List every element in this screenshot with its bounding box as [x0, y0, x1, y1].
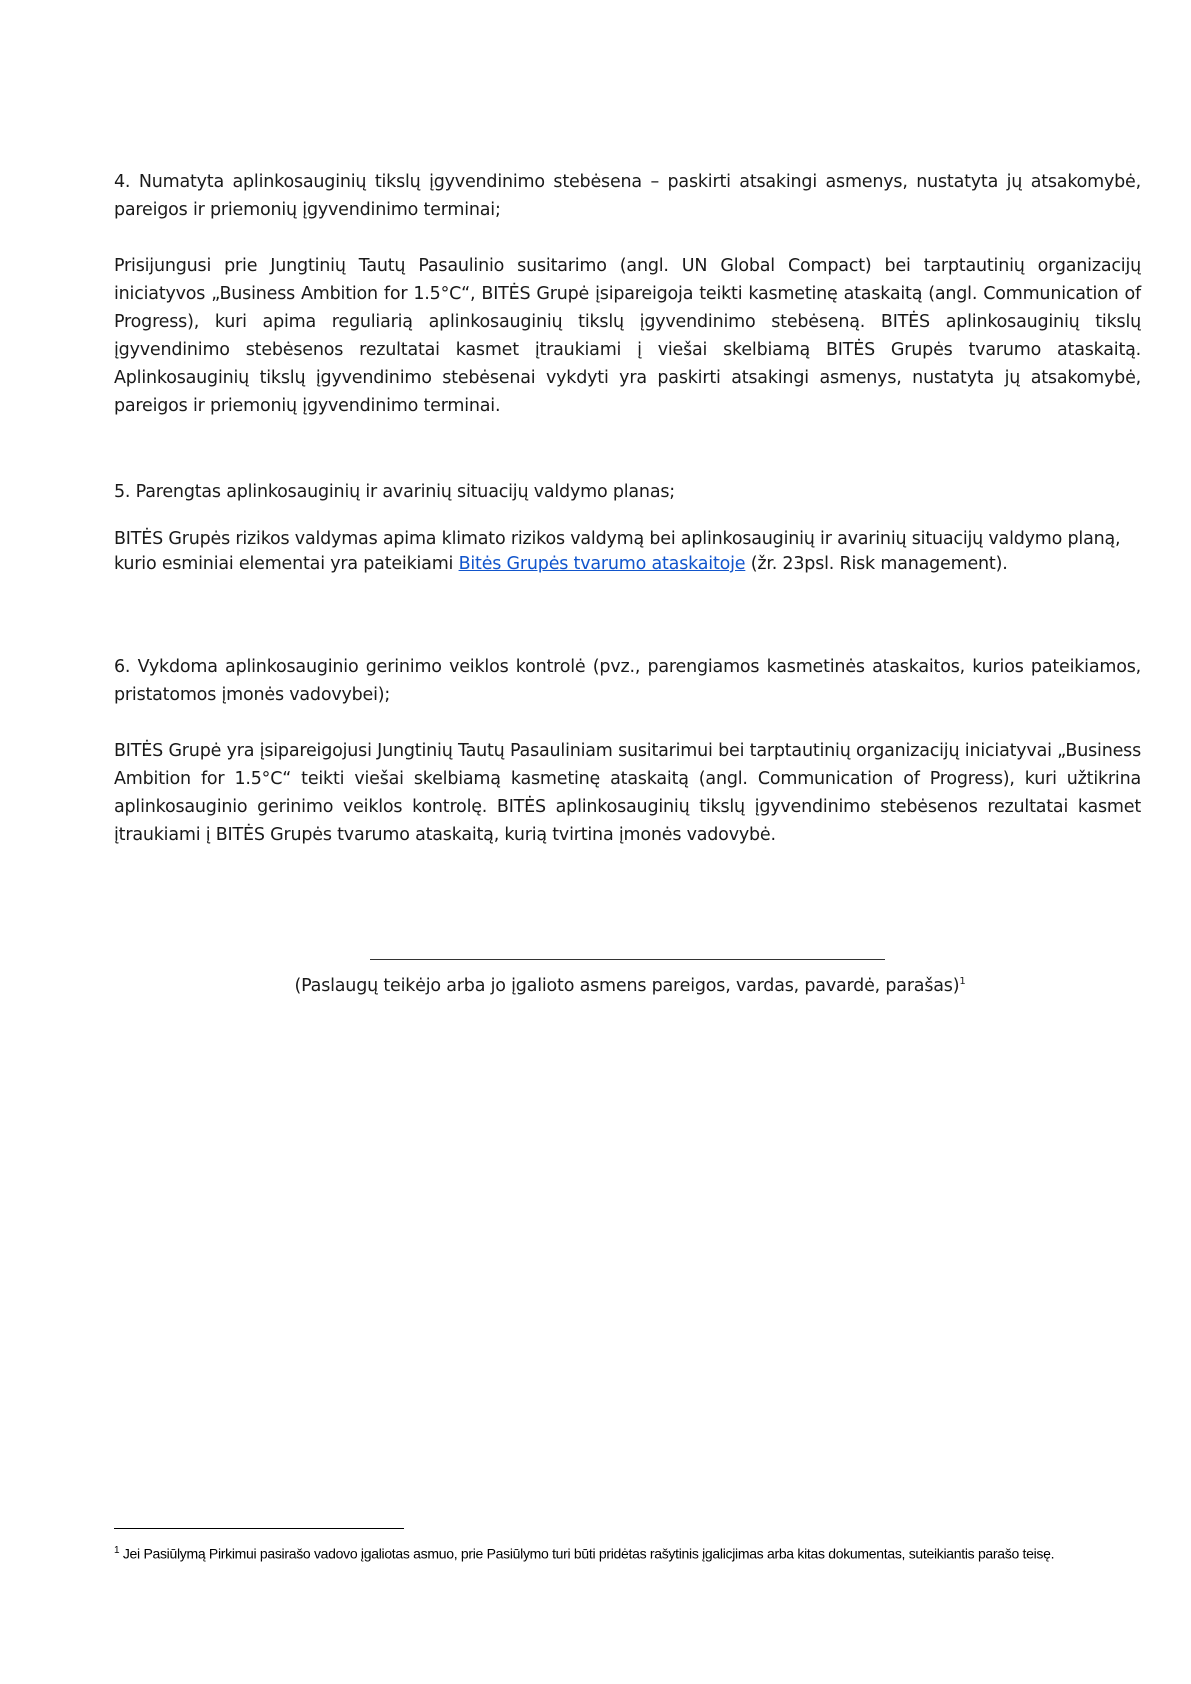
footnote-separator: [114, 1528, 404, 1529]
footnote-reference: 1: [959, 976, 966, 988]
footnote: [114, 1541, 1144, 1564]
signature-caption: [0, 976, 1191, 996]
signature-caption-text: (Paslaugų teikėjo arba jo įgalioto asmens pareigos, vardas, pavardė, parašas): [294, 976, 960, 996]
footnote-mark: 1: [114, 1545, 120, 1556]
item-5-heading: 5. Parengtas aplinkosauginių ir avarinių situacijų valdymo planas;: [114, 482, 675, 502]
item-5-body-text-end: (žr. 23psl. Risk management).: [745, 554, 1008, 574]
sustainability-report-link[interactable]: Bitės Grupės tvarumo ataskaitoje: [458, 554, 746, 574]
item-4-heading: 4. Numatyta aplinkosauginių tikslų įgyvendinimo stebėsena – paskirti atsakingi asmenys, nustatyta jų atsakomybė, pareigos ir priemonių įgyvendinimo terminai;: [114, 172, 1141, 220]
item-5-body-text: BITĖS Grupės rizikos valdymas apima klimato rizikos valdymą bei aplinkosauginių ir avarinių situacijų valdymo planą, kurio esminiai elementai yra pateikiami: [114, 529, 1121, 574]
item-6-heading: 6. Vykdoma aplinkosauginio gerinimo veiklos kontrolė (pvz., parengiamos kasmetinės ataskaitos, kurios pateikiamos, pristatomos įmonės vadovybei);: [114, 657, 1141, 705]
item-4-body: Prisijungusi prie Jungtinių Tautų Pasaulinio susitarimo (angl. UN Global Compact) bei tarptautinių organizacijų iniciatyvos „Business Ambition for 1.5°C“, BITĖS Grupė įsipareigoja teikti kasmetinę ataskaitą (angl. Communication of Progress), kuri apima reguliarią aplinkosauginių tikslų įgyvendinimo stebėseną. BITĖS aplinkosauginių tikslų įgyvendinimo stebėsenos rezultatai kasmet įtraukiami į viešai skelbiamą BITĖS Grupės tvarumo ataskaitą. Aplinkosauginių tikslų įgyvendinimo stebėsenai vykdyti yra paskirti atsakingi asmenys, nustatyta jų atsakomybė, pareigos ir priemonių įgyvendinimo terminai.: [114, 256, 1141, 416]
signature-line: [370, 959, 885, 960]
footnote-text: Jei Pasiūlymą Pirkimui pasirašo vadovo įgaliotas asmuo, prie Pasiūlymo turi būti pridėtas rašytinis įgalicjimas arba kitas dokumentas, suteikiantis parašo teisę.: [119, 1545, 1055, 1562]
item-6-body: BITĖS Grupė yra įsipareigojusi Jungtinių Tautų Pasauliniam susitarimui bei tarptautinių organizacijų iniciatyvai „Business Ambition for 1.5°C“ teikti viešai skelbiamą kasmetinę ataskaitą (angl. Communication of Progress), kuri užtikrina aplinkosauginio gerinimo veiklos kontrolę. BITĖS aplinkosauginių tikslų įgyvendinimo stebėsenos rezultatai kasmet įtraukiami į BITĖS Grupės tvarumo ataskaitą, kurią tvirtina įmonės vadovybė.: [114, 741, 1141, 845]
item-5-body: [114, 527, 1141, 577]
